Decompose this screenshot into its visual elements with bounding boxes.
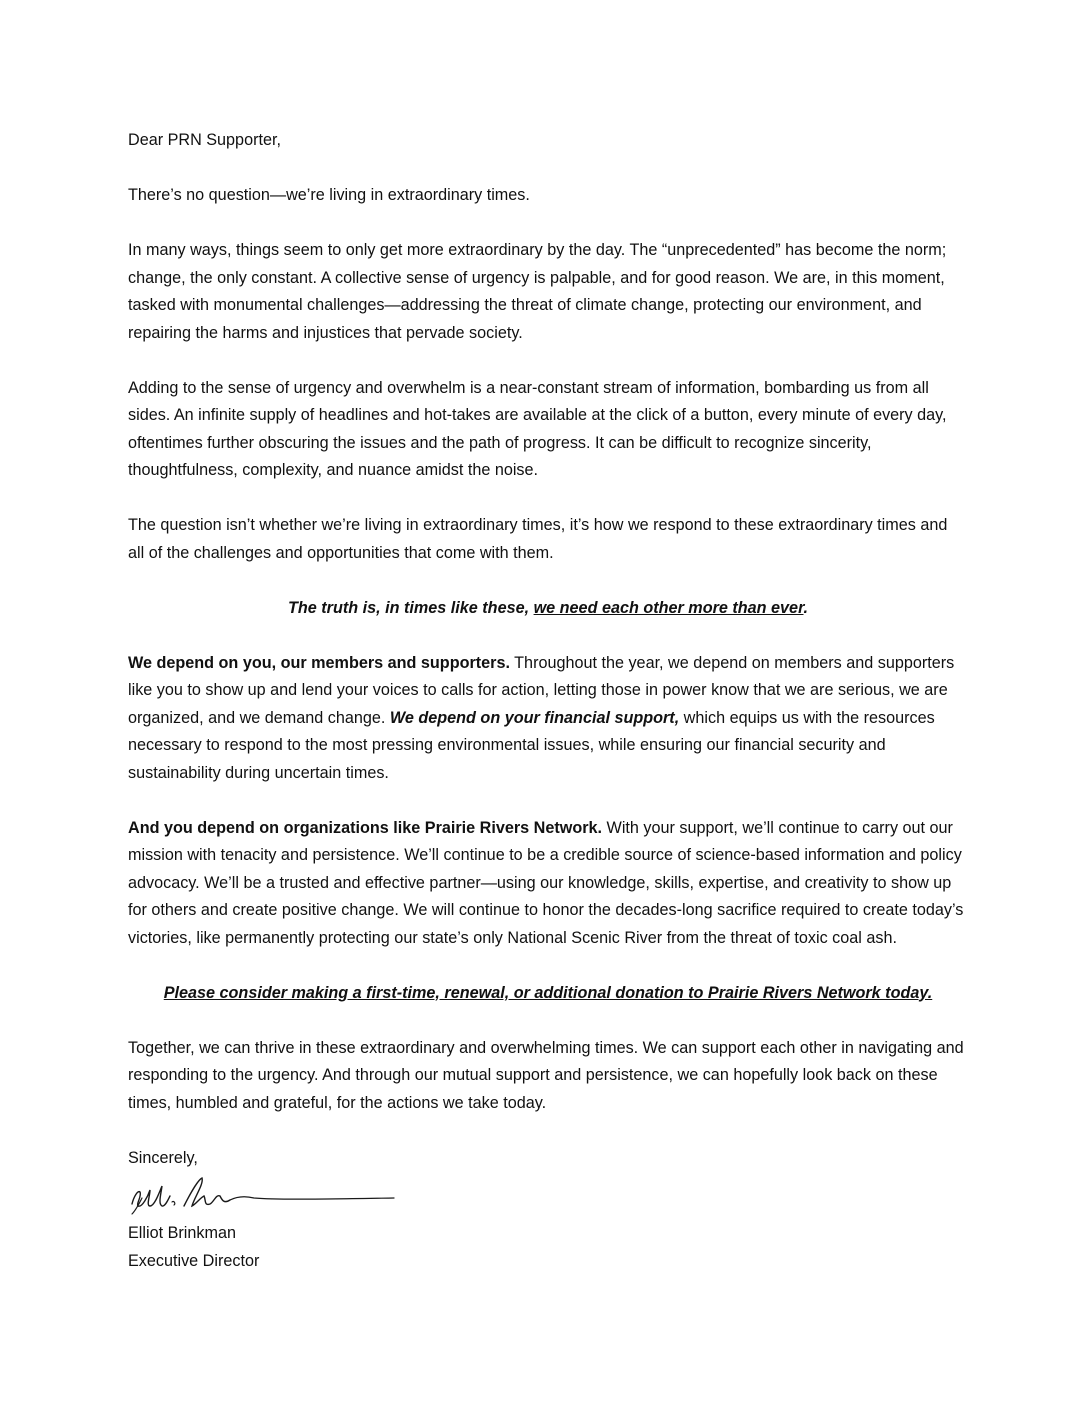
members-text-a: Throughout the year, we depend on members and supporters like you to show up and lend your voices to calls for action, letting those in power know that we are serious, we are organized, and we demand change. — [128, 653, 955, 727]
donation-appeal: Please consider making a first-time, renewal, or additional donation to Prairie Rivers Network today. — [163, 983, 933, 1002]
members-lead: We depend on you, our members and supporters. — [128, 653, 510, 672]
paragraph-intro: There’s no question—we’re living in extraordinary times. — [128, 186, 530, 204]
financial-support-emphasis: We depend on your financial support, — [389, 708, 680, 727]
paragraph-together: Together, we can thrive in these extraordinary and overwhelming times. We can support each other in navigating and responding to the urgency. And through our mutual support and persistence, we can hopefully look back on these times, humbled and grateful, for the actions we take today. — [128, 1038, 964, 1112]
truth-lead: The truth is, in times like these, — [288, 598, 534, 617]
salutation: Dear PRN Supporter, — [128, 131, 281, 149]
handwritten-signature — [128, 1174, 398, 1218]
paragraph-question: The question isn’t whether we’re living in extraordinary times, it’s how we respond to these extraordinary times and all of the challenges and opportunities that come with them. — [128, 516, 948, 562]
paragraph-members — [128, 650, 968, 788]
paragraph-extraordinary: In many ways, things seem to only get more extraordinary by the day. The “unprecedented” has become the norm; change, the only constant. A collective sense of urgency is palpable, and for good reason. We are, in this moment, tasked with monumental challenges—addressing the threat of climate change, protecting our environment, and repairing the harms and injustices that pervade society. — [128, 241, 947, 342]
organizations-lead: And you depend on organizations like Prairie Rivers Network. — [128, 818, 603, 837]
members-text-b: which equips us with the resources necessary to respond to the most pressing environmental issues, while ensuring our financial security and sustainability during uncertain times. — [128, 708, 935, 782]
signer-title: Executive Director — [128, 1251, 260, 1270]
paragraph-information: Adding to the sense of urgency and overwhelm is a near-constant stream of information, bombarding us from all sides. An infinite supply of headlines and hot-takes are available at the click of a button, every minute of every day, oftentimes further obscuring the issues and the path of progress. It can be difficult to recognize sincerity, thoughtfulness, complexity, and nuance amidst the noise. — [128, 378, 947, 479]
signature-block — [128, 1220, 968, 1275]
truth-statement — [128, 595, 968, 623]
organizations-text: With your support, we’ll continue to carry out our mission with tenacity and persistence. We’ll continue to be a credible source of science-based information and policy advocacy. We’ll be a trusted and effective partner—using our knowledge, skills, expertise, and creativity to show up for others and create positive change. We will continue to honor the decades-long sacrifice required to create today’s victories, like permanently protecting our state’s only National Scenic River from the threat of toxic coal ash. — [128, 818, 964, 947]
paragraph-organizations — [128, 815, 968, 953]
closing: Sincerely, — [128, 1148, 198, 1167]
signer-name: Elliot Brinkman — [128, 1224, 236, 1242]
truth-end: . — [803, 598, 808, 617]
truth-underlined: we need each other more than ever — [533, 598, 804, 617]
